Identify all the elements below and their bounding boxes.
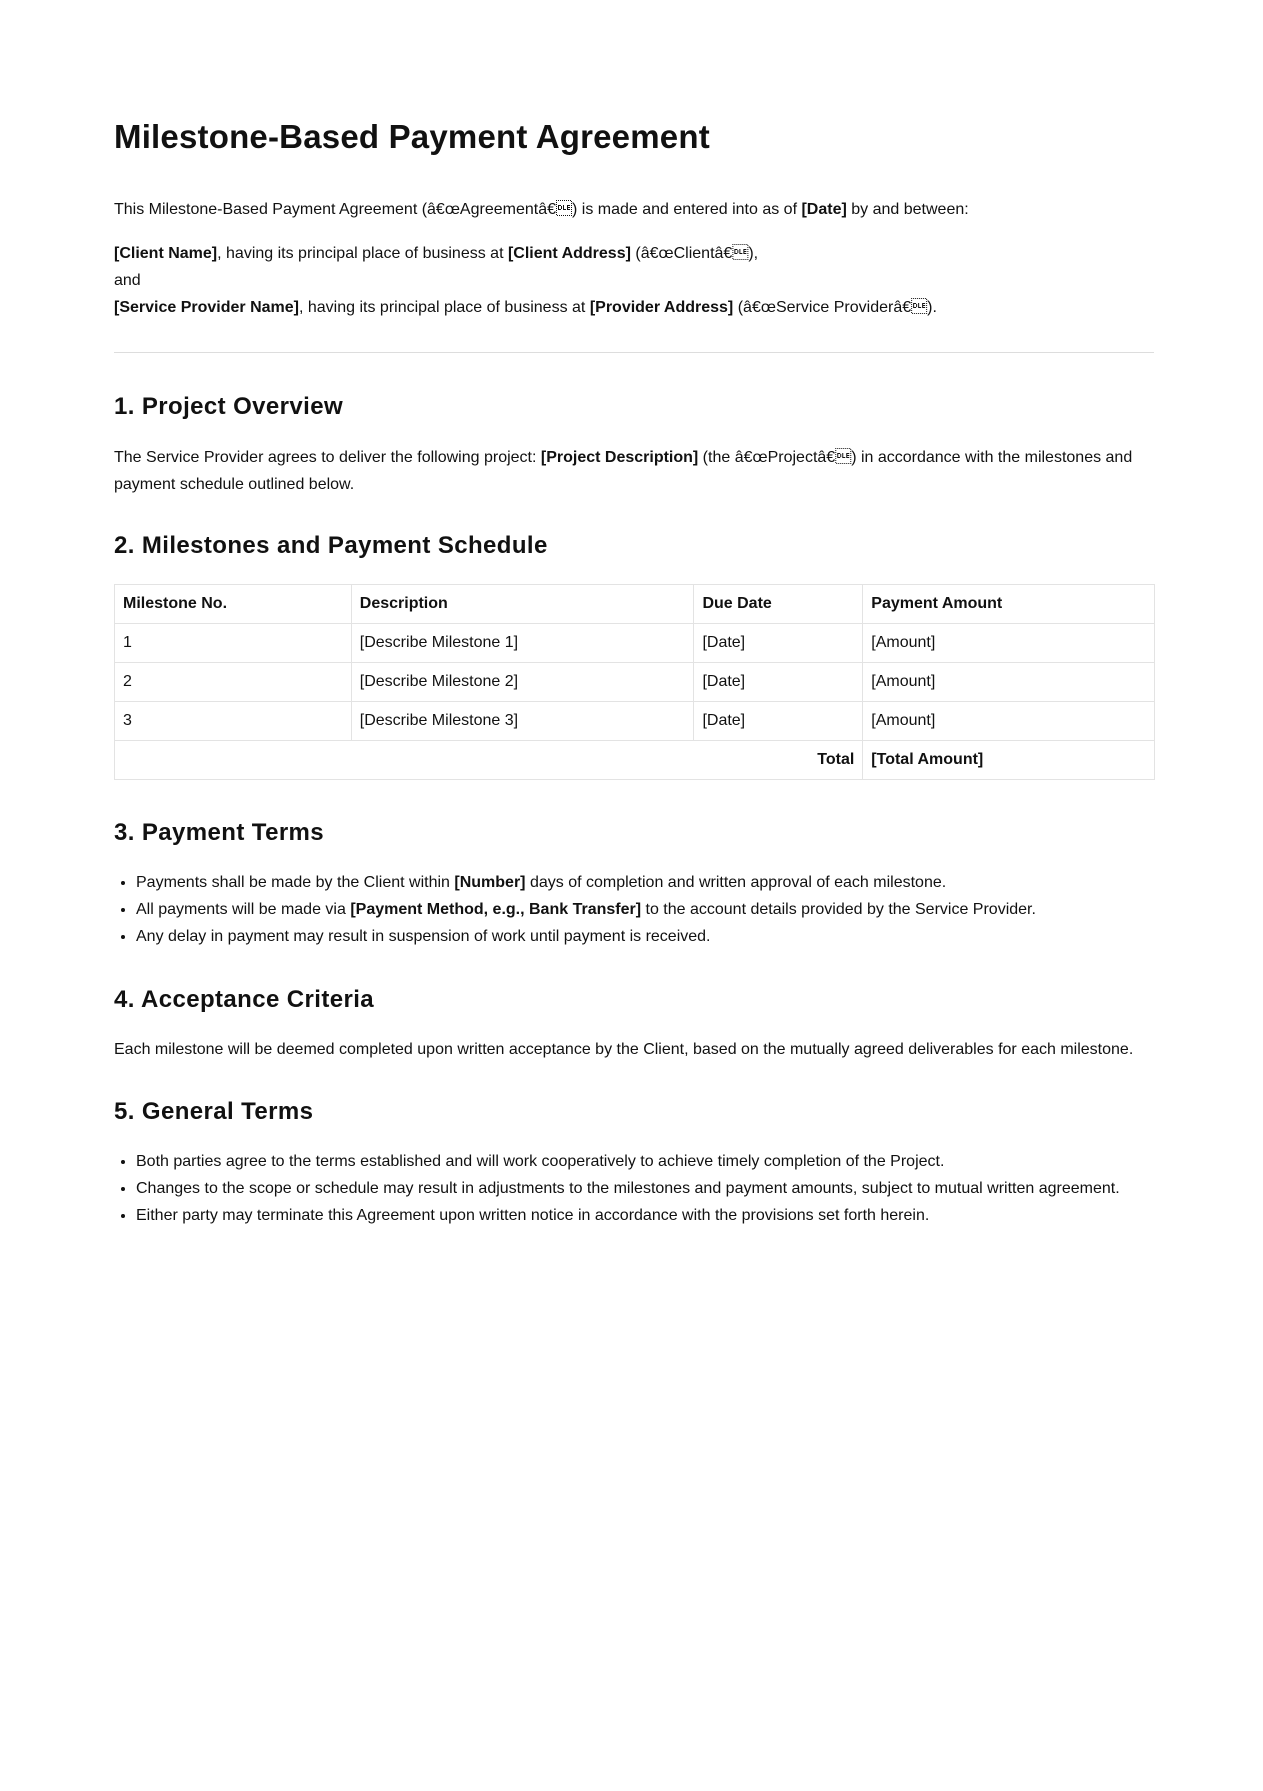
payment-days-placeholder: [Number] [454,874,526,891]
provider-name: [Service Provider Name] [114,299,299,316]
overview-text-pre: The Service Provider agrees to deliver the following project: [114,449,541,466]
due-date-cell: [Date] [694,702,863,741]
client-end-text: (â€œClientâ€), [630,245,759,262]
column-header-milestone-no: Milestone No. [115,585,352,624]
section-heading-schedule: 2. Milestones and Payment Schedule [114,532,548,559]
description-cell: [Describe Milestone 2] [351,663,694,702]
description-cell: [Describe Milestone 1] [351,624,694,663]
client-address: [Client Address] [507,245,631,262]
general-terms-list [114,1148,1120,1229]
list-item-text: days of completion and written approval of each milestone. [525,874,947,891]
provider-address: [Provider Address] [589,299,734,316]
client-name: [Client Name] [114,245,218,262]
document-title: Milestone-Based Payment Agreement [114,118,710,155]
intro-paragraph [114,196,969,223]
intro-date: [Date] [801,201,847,218]
list-item [136,869,1036,896]
list-item: • Either party may terminate this Agreement upon written notice in accordance with the provisions set forth herein. [136,1202,1120,1229]
overview-text-post: (the â€œProjectâ€) in accordance with the milestones and payment schedule outlined below. [114,449,1133,493]
intro-text-post: by and between: [846,201,969,218]
milestone-no-cell: 2 [115,663,352,702]
section-heading-payment-terms: 3. Payment Terms [114,819,325,846]
list-item-text: All payments will be made via [136,901,351,918]
milestone-table [114,584,1155,780]
column-header-payment-amount: Payment Amount [863,585,1155,624]
table-row [115,624,1155,663]
amount-cell: [Amount] [863,702,1155,741]
section-heading-overview: 1. Project Overview [114,393,344,420]
payment-terms-list [114,869,1036,950]
client-mid-text: , having its principal place of business at [217,245,508,262]
total-amount-cell: [Total Amount] [863,741,1155,780]
overview-paragraph [114,444,1154,498]
and-line: and [114,272,141,289]
list-item [136,896,1036,923]
due-date-cell: [Date] [694,663,863,702]
intro-text-pre: This Milestone-Based Payment Agreement (â€œAgreementâ€) is made and entered into as of [114,201,802,218]
list-item-text: to the account details provided by the Service Provider. [641,901,1036,918]
list-item: • Both parties agree to the terms established and will work cooperatively to achieve timely completion of the Project. [136,1148,1120,1175]
section-heading-acceptance: 4. Acceptance Criteria [114,986,375,1013]
list-item: • Any delay in payment may result in suspension of work until payment is received. [136,923,1036,950]
table-total-row [115,741,1155,780]
section-divider [114,352,1154,353]
provider-mid-text: , having its principal place of business at [298,299,590,316]
project-description: [Project Description] [540,449,699,466]
table-row [115,663,1155,702]
amount-cell: [Amount] [863,624,1155,663]
amount-cell: [Amount] [863,663,1155,702]
payment-method-placeholder: [Payment Method, e.g., Bank Transfer] [350,901,642,918]
table-row [115,702,1155,741]
description-cell: [Describe Milestone 3] [351,702,694,741]
client-party-line [114,240,758,267]
column-header-due-date: Due Date [694,585,863,624]
table-header-row [115,585,1155,624]
milestone-no-cell: 1 [115,624,352,663]
total-label-cell: Total [115,741,863,780]
acceptance-paragraph: Each milestone will be deemed completed upon written acceptance by the Client, based on the mutually agreed deliverables for each milestone. [114,1041,1134,1058]
provider-end-text: (â€œService Providerâ€). [733,299,937,316]
list-item: • Changes to the scope or schedule may result in adjustments to the milestones and payment amounts, subject to mutual written agreement. [136,1175,1120,1202]
milestone-no-cell: 3 [115,702,352,741]
section-heading-general: 5. General Terms [114,1098,314,1125]
due-date-cell: [Date] [694,624,863,663]
column-header-description: Description [351,585,694,624]
list-item-text: Payments shall be made by the Client within [136,874,455,891]
provider-party-line [114,294,937,321]
